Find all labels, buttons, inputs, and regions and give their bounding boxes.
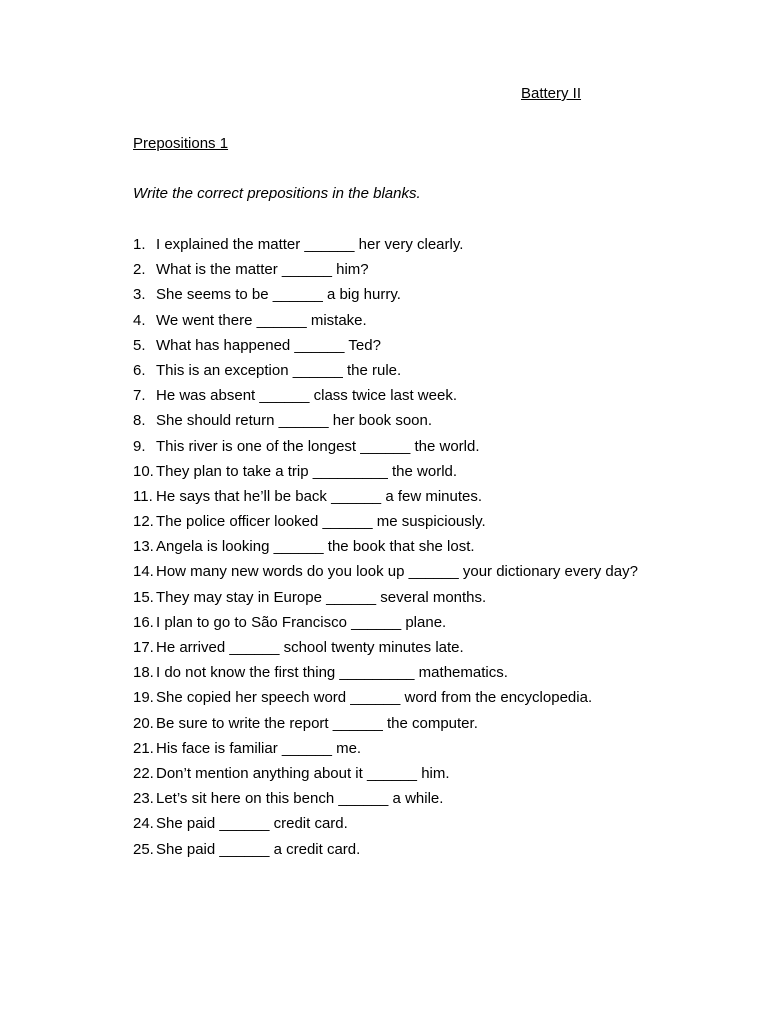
- question-item: [133, 312, 638, 337]
- question-item: [133, 563, 638, 588]
- question-text: His face is familiar ______ me.: [156, 739, 362, 757]
- question-item: [133, 841, 638, 866]
- question-number: 13.: [133, 538, 154, 556]
- question-number: 20.: [133, 714, 154, 732]
- question-number: 2.: [133, 261, 146, 279]
- question-item: [133, 412, 638, 437]
- question-number: 15.: [133, 588, 154, 606]
- question-item: [133, 387, 638, 412]
- question-text: He was absent ______ class twice last week.: [156, 387, 457, 405]
- question-text: He arrived ______ school twenty minutes late.: [156, 639, 464, 656]
- question-text: She should return ______ her book soon.: [156, 412, 433, 430]
- question-item: [133, 362, 638, 387]
- question-number: 14.: [133, 563, 154, 581]
- instructions-text: Write the correct prepositions in the blanks.: [133, 185, 421, 202]
- question-text: Be sure to write the report ______ the computer.: [156, 714, 478, 732]
- question-list: [133, 236, 638, 866]
- question-number: 4.: [133, 311, 146, 329]
- question-text: Let’s sit here on this bench ______ a while.: [156, 790, 444, 808]
- question-number: 8.: [133, 412, 146, 430]
- question-text: They plan to take a trip _________ the world.: [156, 462, 458, 480]
- document-header-label: Battery II: [521, 85, 582, 102]
- question-number: 11.: [133, 487, 153, 505]
- question-item: [133, 790, 638, 815]
- question-item: [133, 614, 638, 639]
- question-text: We went there ______ mistake.: [156, 311, 367, 329]
- question-item: [133, 463, 638, 488]
- question-item: [133, 438, 638, 463]
- question-text: What has happened ______ Ted?: [156, 336, 381, 354]
- question-text: I explained the matter ______ her very clearly.: [156, 236, 464, 253]
- question-text: She paid ______ a credit card.: [156, 840, 361, 858]
- question-text: She copied her speech word ______ word from the encyclopedia.: [156, 689, 593, 707]
- question-item: [133, 715, 638, 740]
- question-item: [133, 513, 638, 538]
- question-number: 12.: [133, 513, 154, 531]
- question-item: [133, 337, 638, 362]
- question-number: 10.: [133, 462, 154, 480]
- question-text: She seems to be ______ a big hurry.: [156, 286, 401, 304]
- question-item: [133, 689, 638, 714]
- question-text: What is the matter ______ him?: [156, 261, 369, 279]
- question-text: He says that he’ll be back ______ a few minutes.: [156, 487, 483, 505]
- section-title: Prepositions 1: [133, 135, 229, 152]
- question-number: 24.: [133, 815, 154, 833]
- question-text: Angela is looking ______ the book that she lost.: [156, 538, 475, 556]
- question-text: I do not know the first thing _________ mathematics.: [156, 664, 508, 682]
- question-item: [133, 589, 638, 614]
- question-number: 3.: [133, 286, 146, 304]
- question-item: [133, 488, 638, 513]
- question-item: [133, 815, 638, 840]
- question-item: [133, 286, 638, 311]
- question-number: 7.: [133, 387, 146, 405]
- question-number: 9.: [133, 437, 146, 455]
- question-number: 6.: [133, 361, 146, 379]
- question-number: 16.: [133, 613, 154, 631]
- question-text: She paid ______ credit card.: [156, 815, 348, 833]
- question-text: How many new words do you look up ______ your dictionary every day?: [156, 563, 638, 581]
- question-number: 21.: [133, 739, 154, 757]
- question-text: This is an exception ______ the rule.: [156, 361, 402, 379]
- question-number: 23.: [133, 790, 154, 808]
- question-item: [133, 765, 638, 790]
- question-number: 19.: [133, 689, 154, 707]
- question-text: This river is one of the longest ______ the world.: [156, 437, 480, 455]
- question-number: 17.: [133, 639, 154, 656]
- question-number: 25.: [133, 840, 154, 858]
- question-item: [133, 538, 638, 563]
- question-item: [133, 740, 638, 765]
- question-text: I plan to go to São Francisco ______ plane.: [156, 613, 447, 631]
- question-text: Don’t mention anything about it ______ him.: [156, 764, 450, 782]
- question-number: 18.: [133, 664, 154, 682]
- question-item: [133, 664, 638, 689]
- question-item: [133, 236, 638, 261]
- question-number: 22.: [133, 764, 154, 782]
- question-number: 5.: [133, 336, 146, 354]
- question-text: The police officer looked ______ me suspiciously.: [156, 513, 486, 531]
- question-item: [133, 261, 638, 286]
- question-item: [133, 639, 638, 664]
- question-number: 1.: [133, 236, 146, 253]
- question-text: They may stay in Europe ______ several months.: [156, 588, 487, 606]
